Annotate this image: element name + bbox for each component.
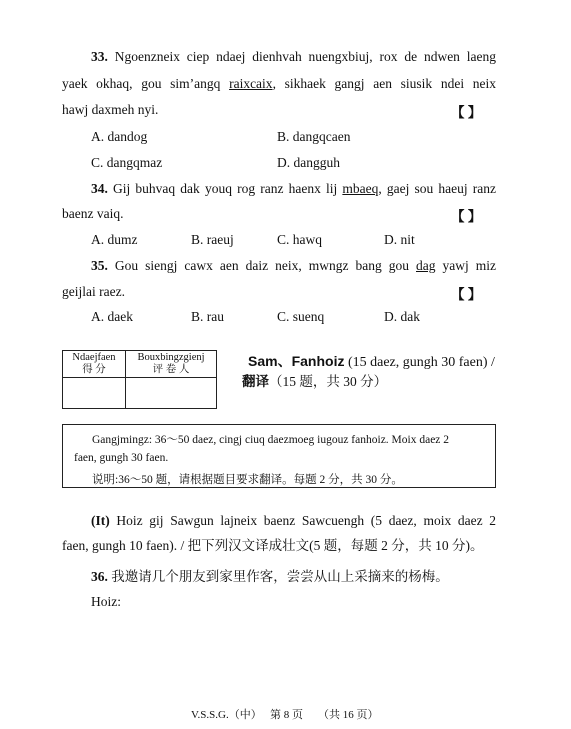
q36-line: 36. 我邀请几个朋友到家里作客，尝尝从山上采摘来的杨梅。 — [91, 569, 449, 584]
q33-option-d: D. dangguh — [277, 155, 340, 170]
q35-answer-bracket[interactable]: 【 】 — [451, 287, 482, 302]
instructions-box — [62, 424, 496, 488]
q33-line1: 33. Ngoenzneix ciep ndaej dienhvah nuengxbiuj, rox de ndwen laeng — [91, 49, 497, 64]
q33-option-a: A. dandog — [91, 129, 148, 144]
score-cell[interactable] — [63, 378, 126, 409]
score-table — [62, 350, 217, 409]
q36-answer-area[interactable] — [91, 615, 496, 685]
q33-number: 33. — [91, 49, 108, 64]
section-title: Sam、Fanhoiz (15 daez, gungh 30 faen) / — [248, 353, 495, 370]
q33-line2: yaek okhaq, gou sim’angq raixcaix, sikhaek gangj aen siusik ndei neix — [62, 76, 496, 91]
part1-label: (It) — [91, 513, 110, 528]
q33-underlined-word: raixcaix — [229, 76, 273, 91]
q35-underlined-word: dag — [416, 258, 436, 273]
q33-answer-bracket[interactable]: 【 】 — [451, 105, 482, 120]
q34-underlined-word: mbaeq — [342, 181, 379, 196]
grader-header: Bouxbingzgienj 评 卷 人 — [126, 351, 217, 378]
instructions-line3: 说明:36～50 题，请根据题目要求翻译。每题 2 分，共 30 分。 — [92, 474, 403, 486]
footer-code: V.S.S.G.（中） — [191, 709, 262, 721]
instructions-line2: faen, gungh 30 faen. — [74, 452, 169, 464]
grader-cell[interactable] — [126, 378, 217, 409]
q34-option-b: B. raeuj — [191, 232, 234, 247]
q35-option-b: B. rau — [191, 309, 224, 324]
part1-line2: faen, gungh 10 faen). / 把下列汉文译成壮文(5 题，每题 2 分，共 10 分)。 — [62, 538, 484, 553]
q35-option-d: D. dak — [384, 309, 420, 324]
q36-number: 36. — [91, 569, 108, 584]
q35-option-c: C. suenq — [277, 309, 325, 324]
q35-line1: 35. Gou siengj cawx aen daiz neix, mwngz bang gou dag yawj miz — [91, 258, 496, 273]
footer-page: 第 8 页 — [270, 709, 303, 721]
q33-line3: hawj daxmeh nyi. — [62, 102, 159, 117]
part1-line1: (It) Hoiz gij Sawgun lajneix baenz Sawcuengh (5 daez, moix daez 2 — [91, 513, 496, 528]
q34-option-a: A. dumz — [91, 232, 138, 247]
q33-option-c: C. dangqmaz — [91, 155, 163, 170]
footer-total: （共 16 页） — [318, 709, 379, 721]
instructions-line1: Gangjmingz: 36～50 daez, cingj ciuq daezmoeg iugouz fanhoiz. Moix daez 2 — [92, 434, 450, 446]
q34-line1: 34. Gij buhvaq dak youq rog ranz haenx lij mbaeq, gaej sou haeuj ranz — [91, 181, 497, 196]
q34-number: 34. — [91, 181, 108, 196]
q34-answer-bracket[interactable]: 【 】 — [451, 209, 482, 224]
q34-option-c: C. hawq — [277, 232, 322, 247]
q36-answer-label: Hoiz: — [91, 594, 121, 609]
q35-option-a: A. daek — [91, 309, 133, 324]
section-subtitle: 翻译（15 题，共 30 分） — [242, 374, 388, 389]
q35-number: 35. — [91, 258, 108, 273]
score-header: Ndaejfaen 得 分 — [63, 351, 126, 378]
q34-option-d: D. nit — [384, 232, 415, 247]
q34-line2: baenz vaiq. — [62, 206, 124, 221]
q35-line2: geijlai raez. — [62, 284, 125, 299]
q33-option-b: B. dangqcaen — [277, 129, 351, 144]
